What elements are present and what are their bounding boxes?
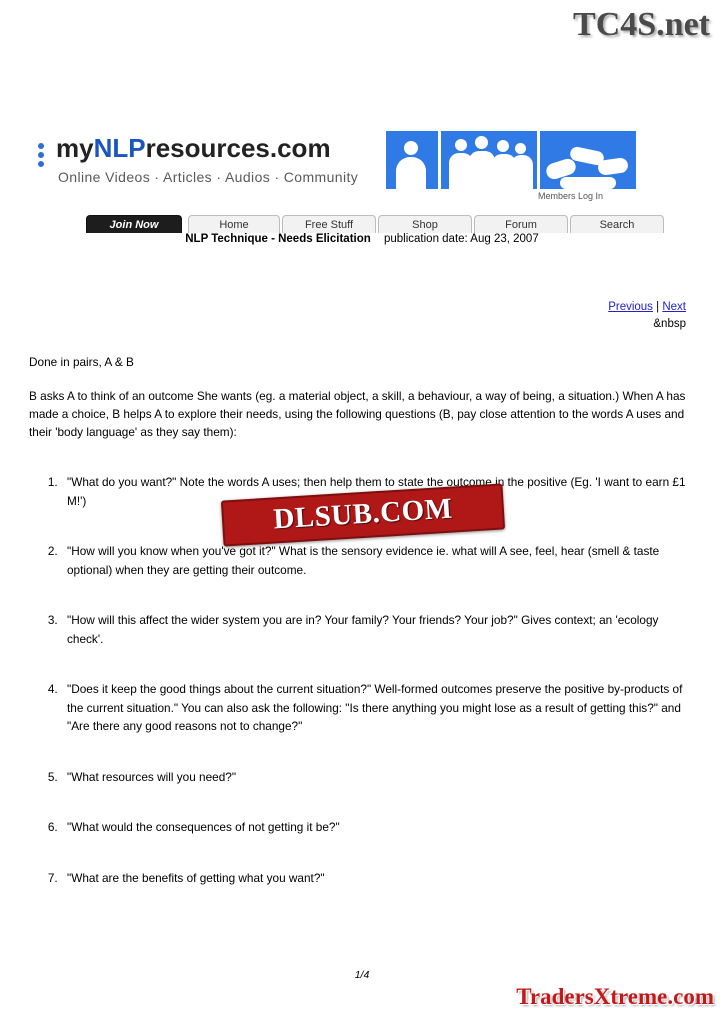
watermark-tc4s: TC4S.net [573,6,710,43]
nav-shop[interactable]: Shop [378,215,472,233]
banner-tile-person-icon [386,131,438,189]
site-navigation [68,215,672,235]
list-item: 1. "What do you want?" Note the words A uses; then help them to state the outcome in the positive (Eg. 'I want to earn £1 M!') [61,473,689,510]
nav-search[interactable]: Search [570,215,664,233]
intro-line-1: Done in pairs, A & B [29,355,134,369]
logo-prefix: my [56,133,94,163]
list-item: 4. "Does it keep the good things about the current situation?" Well-formed outcomes preserve the positive by-products of the current situation." You can also ask the following: "Is there anything you might lose as a result of getting this?" and "Are there any good reasons not to change?" [61,680,689,736]
page-number: 1/4 [354,969,370,981]
list-item: 5. "What resources will you need?" [61,768,689,787]
page-title: NLP Technique - Needs Elicitation [185,233,371,245]
logo-tagline: Online Videos · Articles · Audios · Community [58,169,359,185]
nav-forum[interactable]: Forum [474,215,568,233]
logo-accent: NLP [93,133,146,163]
intro-line-2: B asks A to think of an outcome She wants (eg. a material object, a skill, a behaviour, a way of being, a situation.) When A has made a choice, B helps A to explore their needs, using the following questions (B, pay close attention to the words A uses and their 'body language' as they say them): [29,389,686,439]
pager-nbsp-text: &nbsp [653,318,686,330]
logo-dots-icon [38,143,52,173]
publication-date: publication date: Aug 23, 2007 [383,233,539,245]
site-banner [34,131,638,231]
list-item: 6. "What would the consequences of not getting it be?" [61,818,689,837]
list-item: 7. "What are the benefits of getting what you want?" [61,869,689,888]
logo-wordmark [56,133,331,164]
nav-home[interactable]: Home [188,215,280,233]
watermark-tradersxtreme: TradersXtreme.com [516,984,714,1009]
members-login-link[interactable]: Members Log In [538,191,604,201]
banner-tile-group-icon [441,131,537,189]
banner-image-tiles [386,131,638,193]
banner-tile-hands-icon [540,131,636,189]
pager [608,301,686,313]
previous-link[interactable]: Previous [608,301,653,313]
document-body [29,353,689,919]
list-item: 3. "How will this affect the wider system you are in? Your family? Your friends? Your job?" Gives context; an 'ecology check'. [61,611,689,648]
nav-join-now[interactable]: Join Now [86,215,182,233]
pager-separator: | [656,301,660,313]
next-link[interactable]: Next [662,301,686,313]
watermark-dlsub-text: DLSUB.COM [272,492,454,536]
nav-free-stuff[interactable]: Free Stuff [282,215,376,233]
list-item: 2. "How will you know when you've got it?" What is the sensory evidence ie. what will A see, feel, hear (smell & taste optional) when they are getting their outcome. [61,542,689,579]
logo-suffix: resources.com [145,133,331,163]
document-title-row [0,233,724,245]
